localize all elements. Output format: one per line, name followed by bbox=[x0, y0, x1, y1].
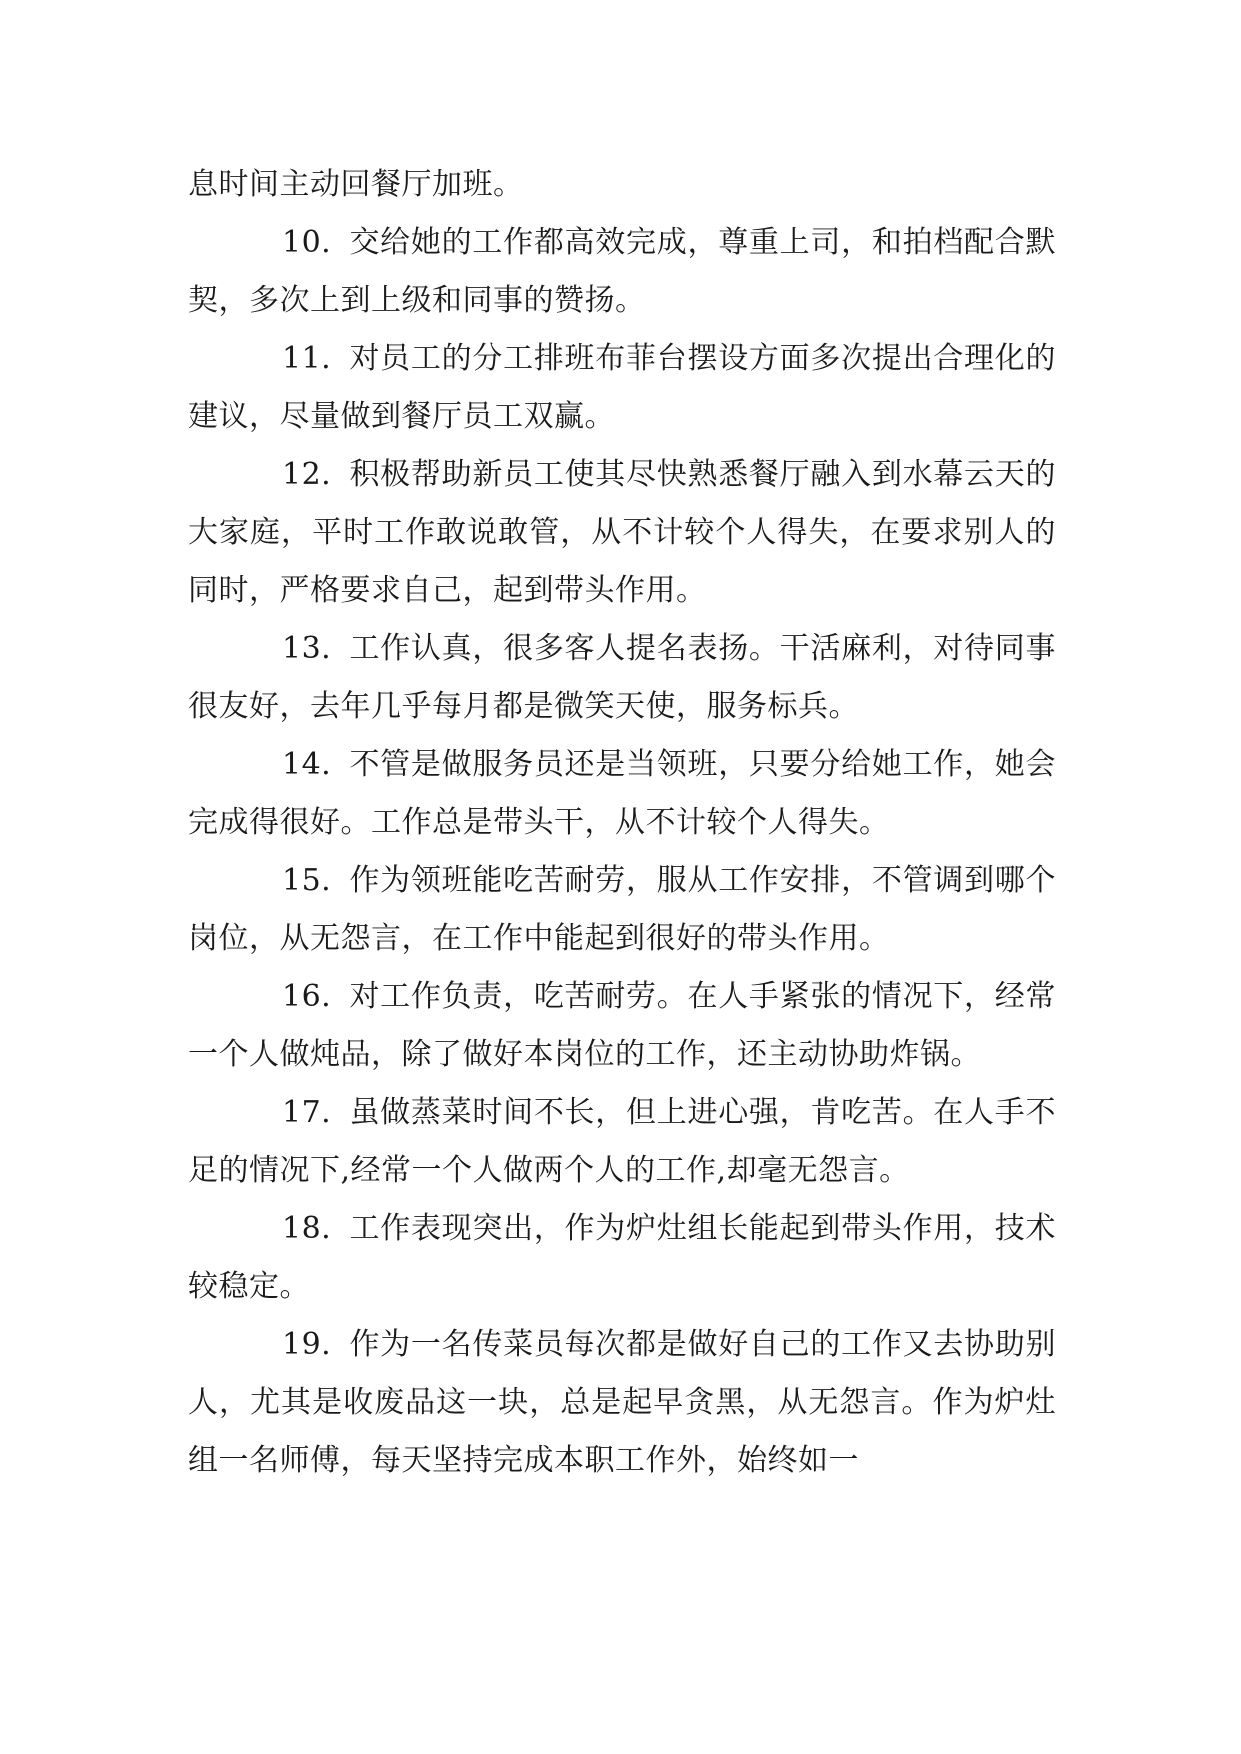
paragraph-text: 交给她的工作都高效完成，尊重上司，和拍档配合默契，多次上到上级和同事的赞扬。 bbox=[188, 225, 1056, 318]
paragraph-continuation bbox=[188, 156, 1056, 214]
paragraph-number: 15. bbox=[282, 863, 332, 898]
paragraph-number: 14. bbox=[282, 747, 332, 782]
paragraph-10 bbox=[188, 214, 1056, 330]
paragraph-18 bbox=[188, 1200, 1056, 1316]
paragraph-12 bbox=[188, 446, 1056, 620]
paragraph-number: 18. bbox=[282, 1211, 332, 1246]
paragraph-11 bbox=[188, 330, 1056, 446]
paragraph-14 bbox=[188, 736, 1056, 852]
paragraph-text: 息时间主动回餐厅加班。 bbox=[188, 167, 524, 202]
paragraph-number: 17. bbox=[282, 1095, 332, 1130]
paragraph-text: 工作认真，很多客人提名表扬。干活麻利，对待同事很友好，去年几乎每月都是微笑天使，服务标兵。 bbox=[188, 631, 1056, 724]
paragraph-number: 16. bbox=[282, 979, 332, 1014]
paragraph-17 bbox=[188, 1084, 1056, 1200]
paragraph-number: 13. bbox=[282, 631, 332, 666]
paragraph-19 bbox=[188, 1316, 1056, 1490]
paragraph-text: 虽做蒸菜时间不长，但上进心强，肯吃苦。在人手不足的情况下,经常一个人做两个人的工作,却毫无怨言。 bbox=[188, 1095, 1056, 1188]
paragraph-text: 积极帮助新员工使其尽快熟悉餐厅融入到水幕云天的大家庭，平时工作敢说敢管，从不计较个人得失，在要求别人的同时，严格要求自己，起到带头作用。 bbox=[188, 457, 1056, 608]
paragraph-13 bbox=[188, 620, 1056, 736]
paragraph-text: 作为领班能吃苦耐劳，服从工作安排，不管调到哪个岗位，从无怨言，在工作中能起到很好的带头作用。 bbox=[188, 863, 1056, 956]
paragraph-text: 不管是做服务员还是当领班，只要分给她工作，她会完成得很好。工作总是带头干，从不计较个人得失。 bbox=[188, 747, 1056, 840]
paragraph-number: 19. bbox=[282, 1327, 332, 1362]
paragraph-number: 10. bbox=[282, 225, 332, 260]
paragraph-text: 作为一名传菜员每次都是做好自己的工作又去协助别人，尤其是收废品这一块，总是起早贪黑，从无怨言。作为炉灶组一名师傅，每天坚持完成本职工作外，始终如一 bbox=[188, 1327, 1056, 1478]
paragraph-text: 工作表现突出，作为炉灶组长能起到带头作用，技术较稳定。 bbox=[188, 1211, 1056, 1304]
document-body bbox=[188, 156, 1056, 1490]
paragraph-16 bbox=[188, 968, 1056, 1084]
paragraph-text: 对工作负责，吃苦耐劳。在人手紧张的情况下，经常一个人做炖品，除了做好本岗位的工作，还主动协助炸锅。 bbox=[188, 979, 1056, 1072]
paragraph-number: 12. bbox=[282, 457, 332, 492]
paragraph-number: 11. bbox=[282, 341, 332, 376]
paragraph-text: 对员工的分工排班布菲台摆设方面多次提出合理化的建议，尽量做到餐厅员工双赢。 bbox=[188, 341, 1056, 434]
paragraph-15 bbox=[188, 852, 1056, 968]
